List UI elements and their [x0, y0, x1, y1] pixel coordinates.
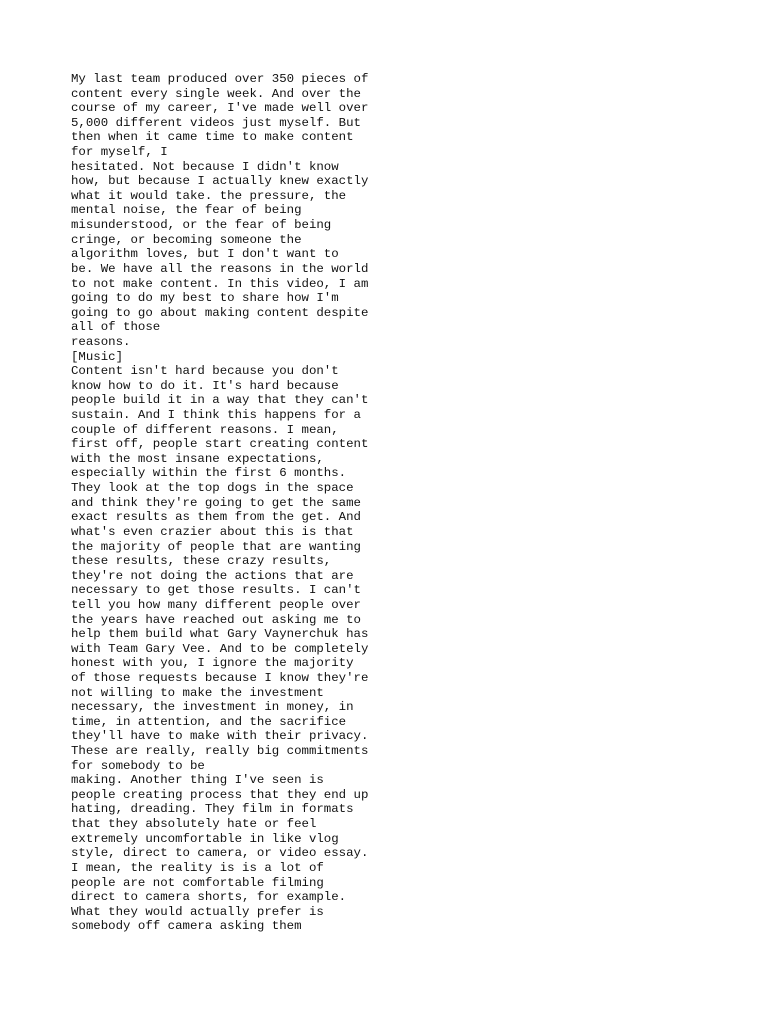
transcript-line: They look at the top dogs in the space	[71, 481, 354, 496]
transcript-line: hating, dreading. They film in formats	[71, 802, 354, 817]
transcript-line: What they would actually prefer is	[71, 904, 324, 919]
transcript-line: mental noise, the fear of being	[71, 203, 302, 218]
transcript-line: honest with you, I ignore the majority	[71, 656, 354, 671]
transcript-line: couple of different reasons. I mean,	[71, 422, 339, 437]
transcript-line: reasons.	[71, 334, 131, 349]
transcript-line: misunderstood, or the fear of being	[71, 218, 332, 233]
transcript-line: people are not comfortable filming	[71, 875, 324, 890]
transcript-line: time, in attention, and the sacrifice	[71, 714, 347, 729]
transcript-line: going to do my best to share how I'm	[71, 291, 339, 306]
transcript-line: exact results as them from the get. And	[71, 510, 361, 525]
transcript-line: be. We have all the reasons in the world	[71, 261, 369, 276]
transcript-line: for myself, I	[71, 145, 168, 160]
transcript-line: people creating process that they end up	[71, 787, 369, 802]
transcript-line: first off, people start creating content	[71, 437, 369, 452]
transcript-line: what it would take. the pressure, the	[71, 188, 347, 203]
transcript-line: direct to camera shorts, for example.	[71, 890, 347, 905]
transcript-line: not willing to make the investment	[71, 685, 324, 700]
transcript-line: style, direct to camera, or video essay.	[71, 846, 369, 861]
transcript-text	[71, 72, 731, 934]
transcript-line: going to go about making content despite	[71, 305, 369, 320]
transcript-line: Content isn't hard because you don't	[71, 364, 339, 379]
transcript-line: extremely uncomfortable in like vlog	[71, 831, 339, 846]
transcript-line: tell you how many different people over	[71, 597, 361, 612]
transcript-line: sustain. And I think this happens for a	[71, 408, 361, 423]
transcript-line: 5,000 different videos just myself. But	[71, 115, 361, 130]
transcript-line: people build it in a way that they can't	[71, 393, 369, 408]
transcript-line: [Music]	[71, 349, 124, 364]
transcript-line: for somebody to be	[71, 758, 205, 773]
transcript-line: all of those	[71, 320, 161, 335]
transcript-line: My last team produced over 350 pieces of	[71, 72, 369, 86]
transcript-line: the majority of people that are wanting	[71, 539, 361, 554]
transcript-line: help them build what Gary Vaynerchuk has	[71, 627, 369, 642]
transcript-line: necessary, the investment in money, in	[71, 700, 354, 715]
transcript-line: of those requests because I know they're	[71, 670, 369, 685]
transcript-line: to not make content. In this video, I am	[71, 276, 369, 291]
transcript-line: with Team Gary Vee. And to be completely	[71, 641, 369, 656]
transcript-line: know how to do it. It's hard because	[71, 378, 339, 393]
transcript-line: with the most insane expectations,	[71, 451, 324, 466]
transcript-line: cringe, or becoming someone the	[71, 232, 302, 247]
transcript-line: I mean, the reality is is a lot of	[71, 860, 324, 875]
transcript-line: algorithm loves, but I don't want to	[71, 247, 339, 262]
transcript-line: these results, these crazy results,	[71, 554, 332, 569]
transcript-line: they'll have to make with their privacy.	[71, 729, 369, 744]
transcript-line: then when it came time to make content	[71, 130, 354, 145]
transcript-line: necessary to get those results. I can't	[71, 583, 361, 598]
transcript-line: These are really, really big commitments	[71, 744, 369, 759]
transcript-line: the years have reached out asking me to	[71, 612, 361, 627]
transcript-line: especially within the first 6 months.	[71, 466, 347, 481]
transcript-line: hesitated. Not because I didn't know	[71, 159, 339, 174]
transcript-line: course of my career, I've made well over	[71, 101, 369, 116]
transcript-line: that they absolutely hate or feel	[71, 817, 317, 832]
transcript-line: content every single week. And over the	[71, 86, 361, 101]
transcript-line: and think they're going to get the same	[71, 495, 361, 510]
transcript-line: what's even crazier about this is that	[71, 524, 354, 539]
transcript-line: making. Another thing I've seen is	[71, 773, 324, 788]
transcript-line: how, but because I actually knew exactly	[71, 174, 369, 189]
transcript-line: somebody off camera asking them	[71, 919, 302, 934]
transcript-line: they're not doing the actions that are	[71, 568, 354, 583]
